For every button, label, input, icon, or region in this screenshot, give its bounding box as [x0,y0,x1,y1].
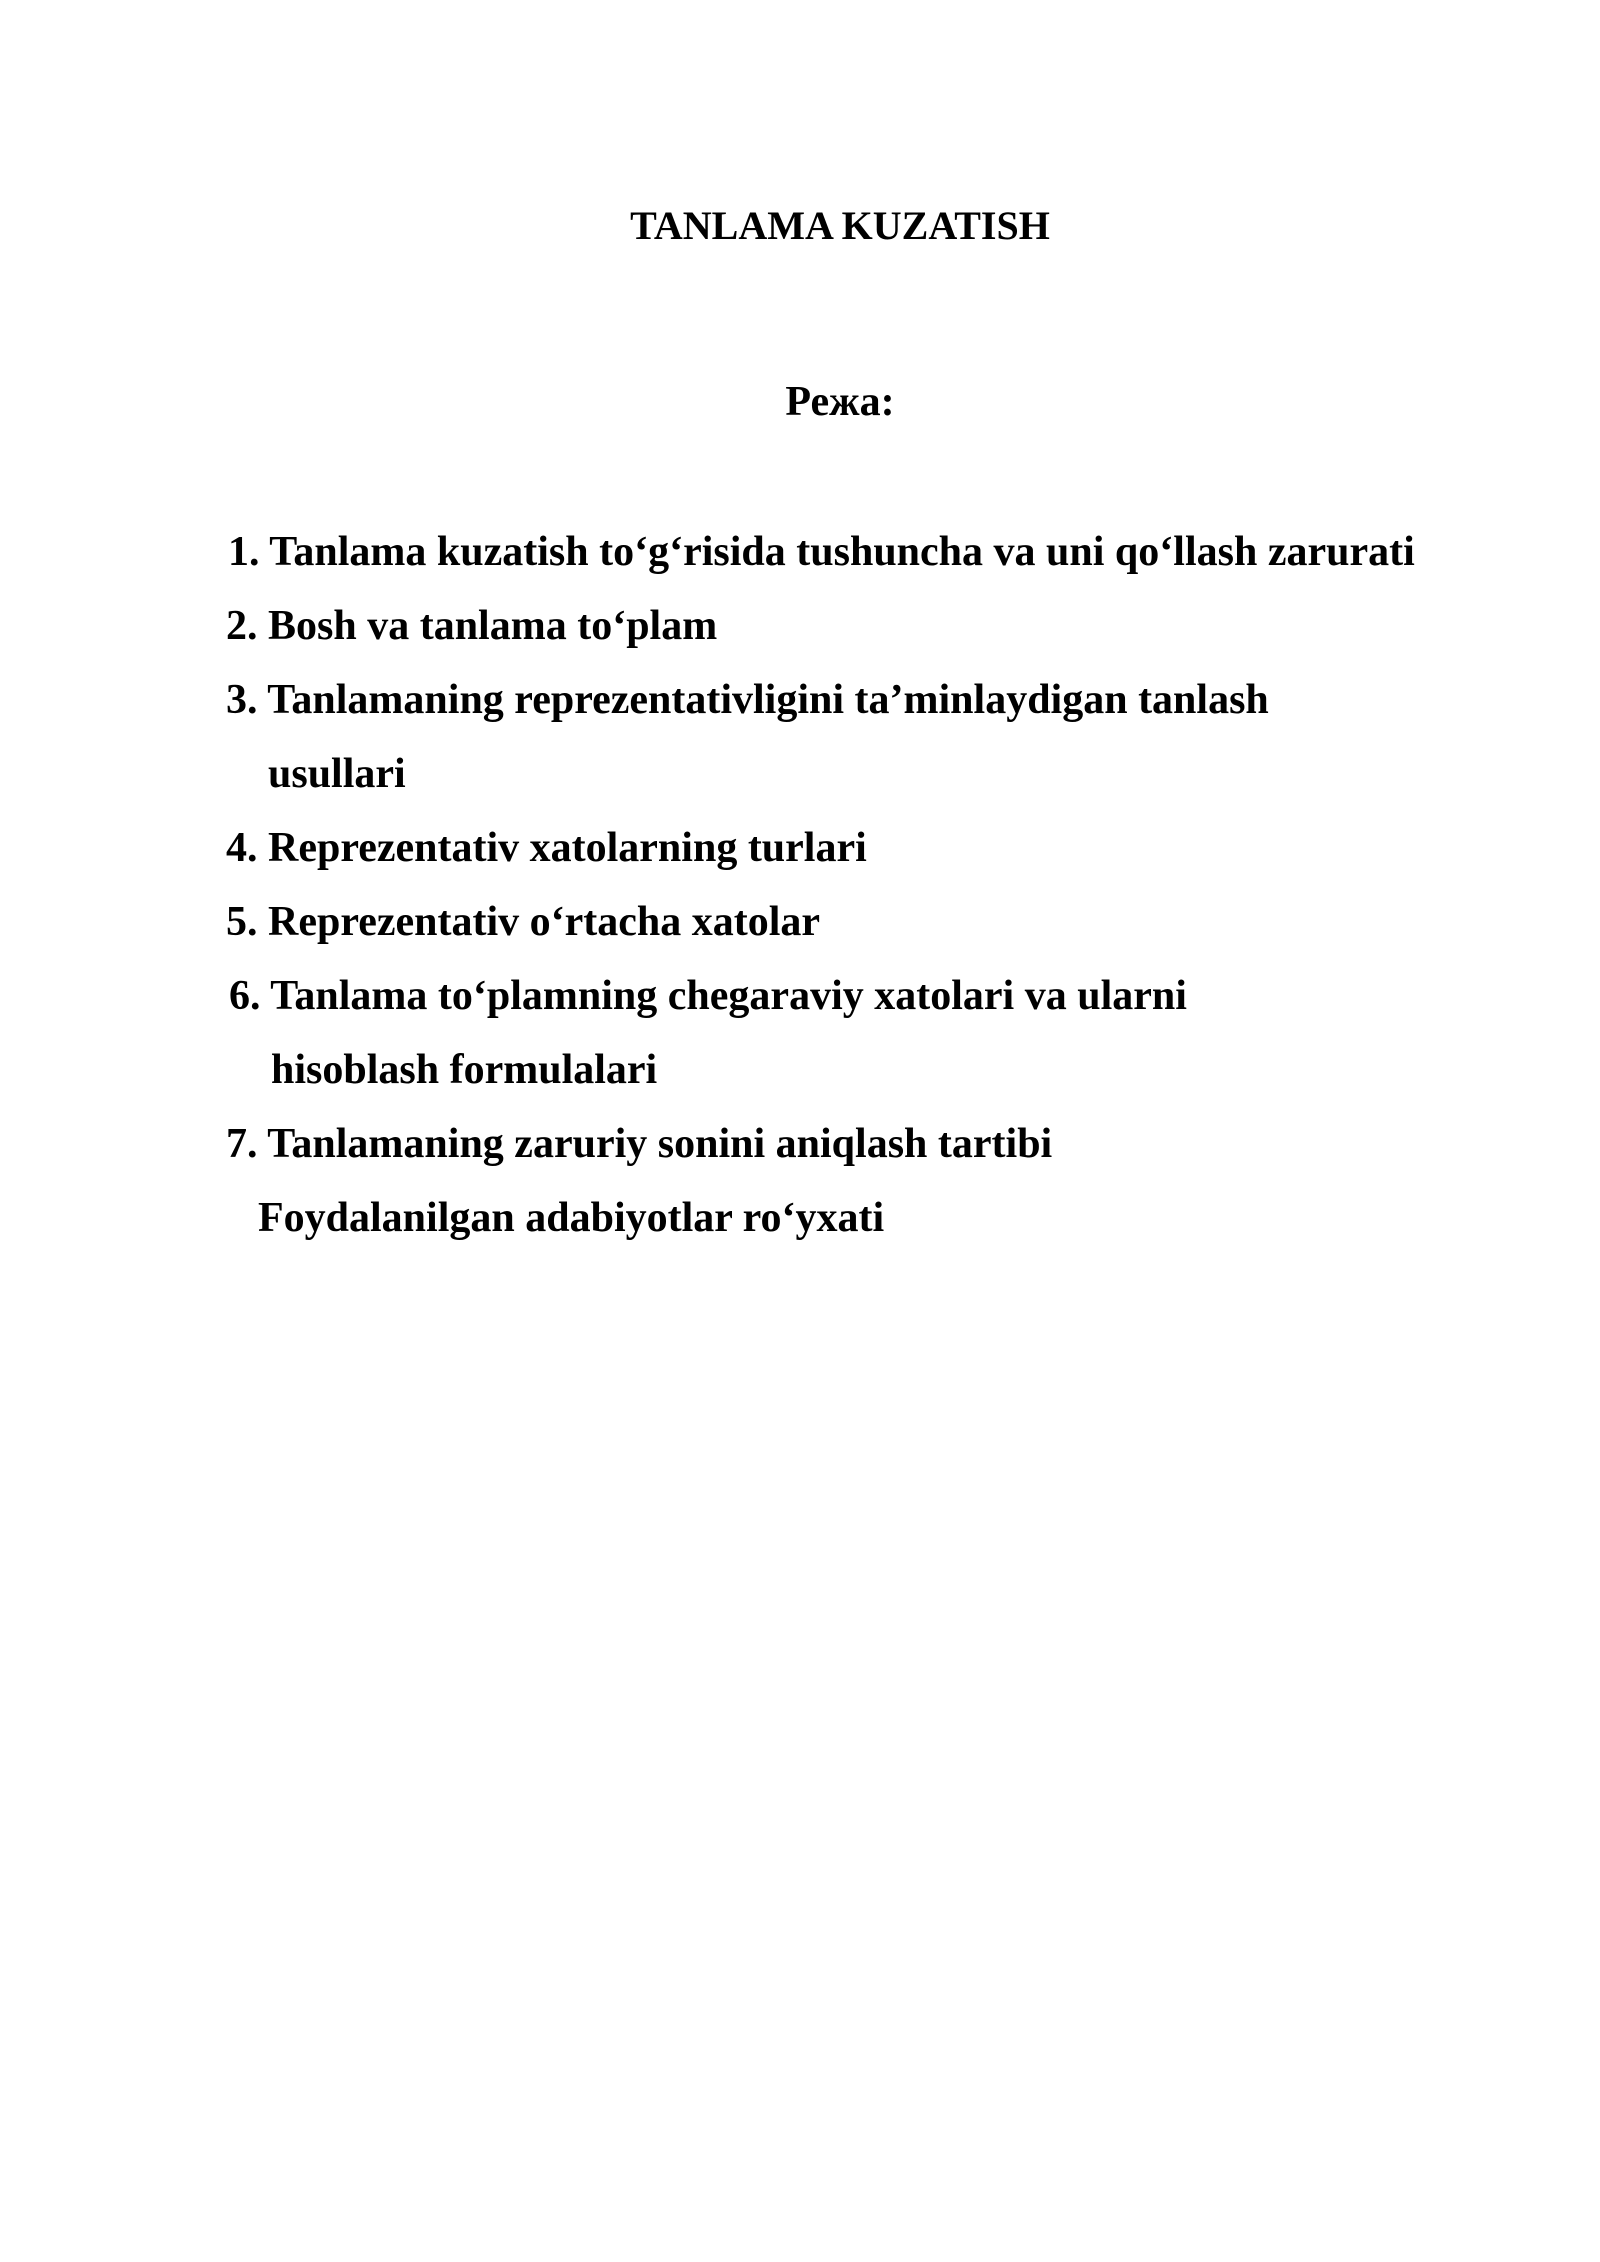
plan-item-3-continuation: usullari [268,751,406,797]
plan-item-5 [226,897,820,947]
plan-item-4 [226,823,867,873]
plan-heading: Режа: [785,379,895,425]
plan-item-3 [226,675,1269,725]
plan-item-number: 2. [226,603,258,649]
plan-item-number: 1. [228,529,260,575]
document-title: TANLAMA KUZATISH [630,203,1050,248]
plan-item-1 [228,527,1415,577]
plan-item-6 [229,971,1187,1021]
plan-item-number: 3. [226,677,258,723]
plan-item-text: Tanlamaning reprezentativligini ta’minlaydigan tanlash [267,677,1269,723]
plan-item-number: 5. [226,899,258,945]
references-item: Foydalanilgan adabiyotlar ro‘yxati [258,1195,885,1241]
plan-item-number: 7. [226,1121,258,1167]
plan-item-text: Tanlama to‘plamning chegaraviy xatolari va ularni [270,973,1187,1019]
plan-item-number: 4. [226,825,258,871]
plan-item-number: 6. [229,973,261,1019]
plan-item-text: Bosh va tanlama to‘plam [268,603,718,649]
plan-item-text: Tanlama kuzatish to‘g‘risida tushuncha va uni qo‘llash zarurati [269,529,1415,575]
plan-item-2 [226,601,717,651]
plan-item-text: Tanlamaning zaruriy sonini aniqlash tartibi [267,1121,1053,1167]
plan-item-6-continuation: hisoblash formulalari [271,1047,658,1093]
plan-item-text: Reprezentativ xatolarning turlari [268,825,867,871]
plan-item-text: Reprezentativ o‘rtacha xatolar [268,899,821,945]
plan-item-7 [226,1119,1052,1169]
